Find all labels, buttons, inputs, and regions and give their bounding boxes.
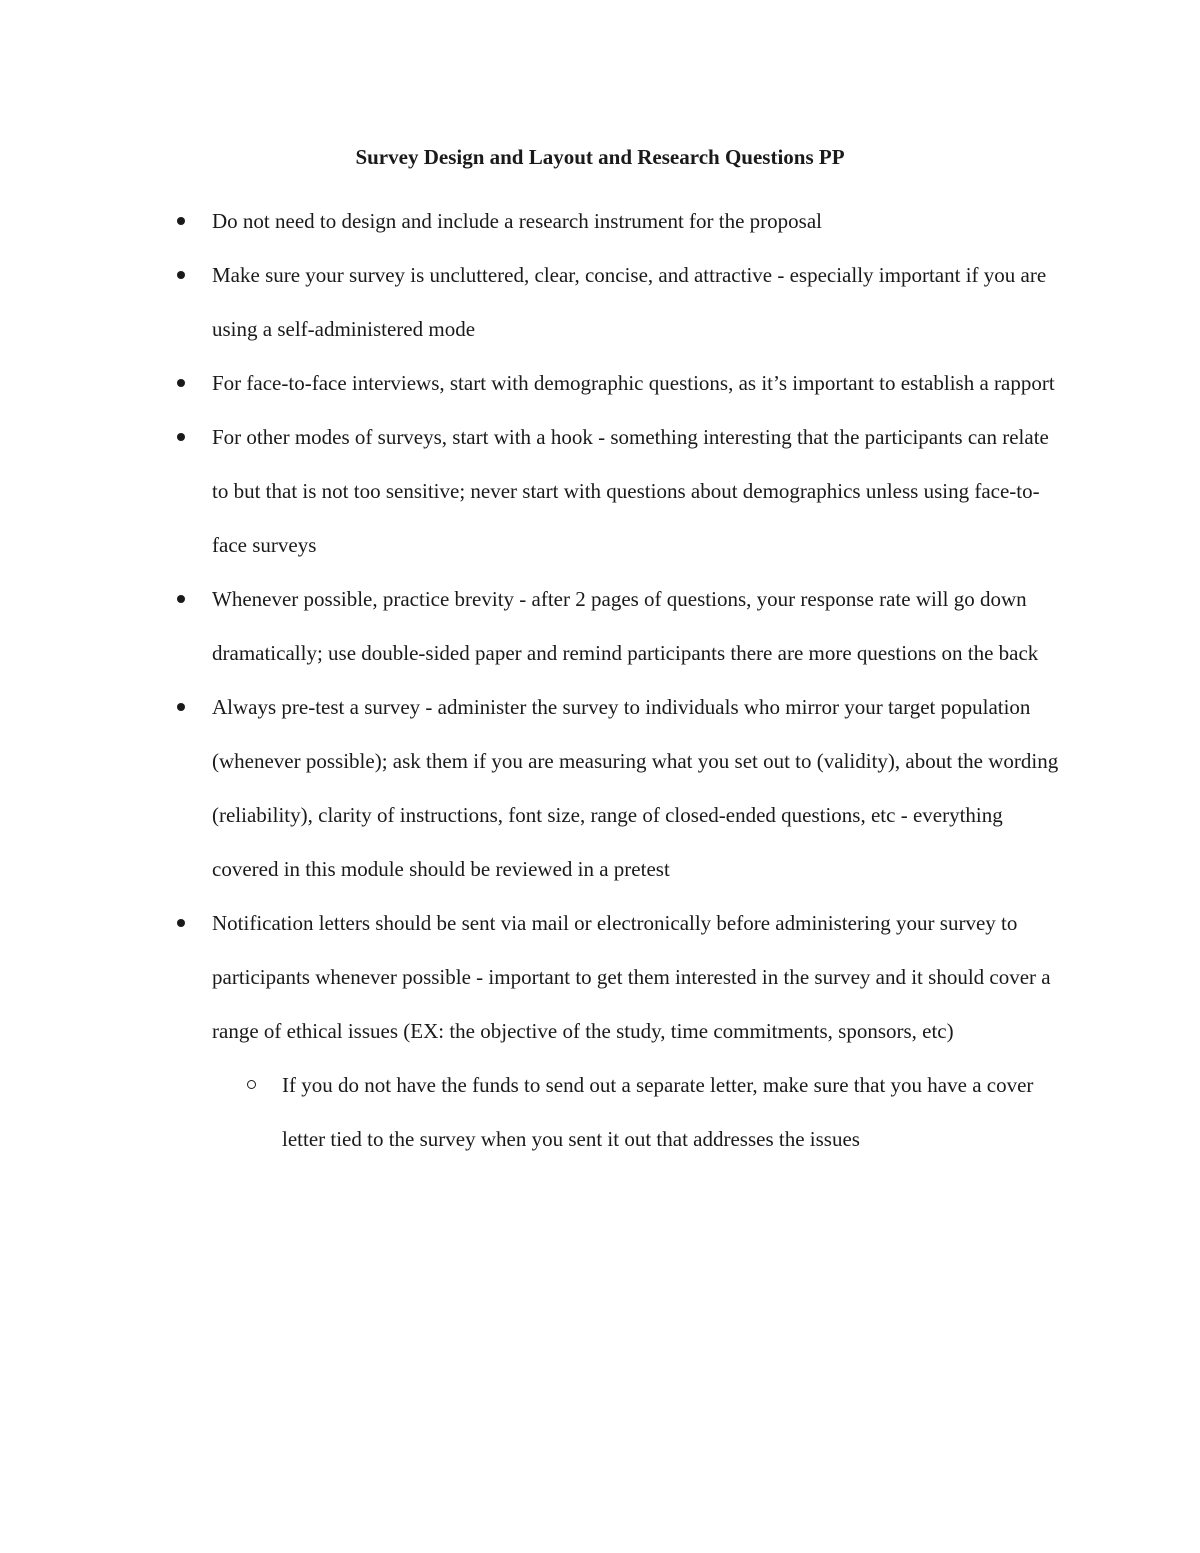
list-item bbox=[0, 248, 1064, 356]
list-item bbox=[0, 572, 1064, 680]
bullet-dot-icon bbox=[177, 433, 185, 441]
list-item bbox=[0, 680, 1064, 896]
list-item-text: Make sure your survey is uncluttered, clear, concise, and attractive - especially important if you are using a self-administered mode bbox=[212, 263, 1047, 341]
list-item bbox=[0, 194, 1064, 248]
bullet-dot-icon bbox=[177, 379, 185, 387]
bullet-dot-icon bbox=[177, 919, 185, 927]
list-item bbox=[0, 356, 1064, 410]
list-item bbox=[0, 410, 1064, 572]
list-item-text: For other modes of surveys, start with a hook - something interesting that the participants can relate to but that is not too sensitive; never start with questions about demographics unless using face-to-face surveys bbox=[212, 425, 1049, 557]
bullet-dot-icon bbox=[177, 271, 185, 279]
hollow-circle-bullet-icon bbox=[247, 1080, 256, 1089]
list-item bbox=[0, 896, 1064, 1166]
bullet-dot-icon bbox=[177, 703, 185, 711]
bullet-list bbox=[0, 194, 1200, 1166]
list-item-text: Notification letters should be sent via mail or electronically before administering your survey to participants whenever possible - important to get them interested in the survey and it should cover a range of ethical issues (EX: the objective of the study, time commitments, sponsors, etc) bbox=[212, 911, 1051, 1043]
page-title: Survey Design and Layout and Research Questions PP bbox=[355, 145, 845, 169]
sub-list-item-text: If you do not have the funds to send out a separate letter, make sure that you have a cover letter tied to the survey when you sent it out that addresses the issues bbox=[282, 1073, 1034, 1151]
bullet-dot-icon bbox=[177, 217, 185, 225]
sub-bullet-list bbox=[212, 1058, 1064, 1166]
list-item-text: Do not need to design and include a research instrument for the proposal bbox=[212, 209, 822, 233]
sub-list-item bbox=[282, 1058, 1062, 1166]
list-item-text: Always pre-test a survey - administer the survey to individuals who mirror your target population (whenever possible); ask them if you are measuring what you set out to (validity), about the wording (reliability), clarity of instructions, font size, range of closed-ended questions, etc - everything covered in this module should be reviewed in a pretest bbox=[212, 695, 1059, 881]
list-item-text: For face-to-face interviews, start with demographic questions, as it’s important to establish a rapport bbox=[212, 371, 1055, 395]
list-item-text: Whenever possible, practice brevity - after 2 pages of questions, your response rate will go down dramatically; use double-sided paper and remind participants there are more questions on the back bbox=[212, 587, 1039, 665]
bullet-dot-icon bbox=[177, 595, 185, 603]
